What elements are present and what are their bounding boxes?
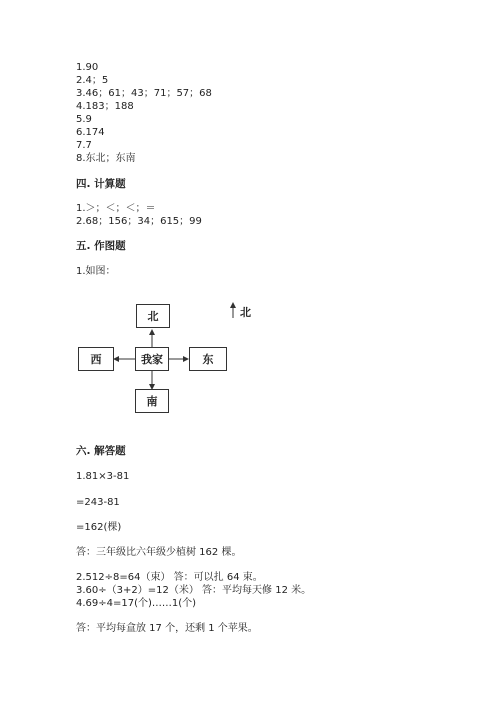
box-west: 西 xyxy=(78,347,114,371)
solve-line-6: 4.69÷4=17(个)……1(个) xyxy=(76,598,197,609)
answer-line-3: 3.46；61；43；71；57；68 xyxy=(76,88,212,99)
answer-line-2: 2.4；5 xyxy=(76,75,109,86)
box-home: 我家 xyxy=(135,347,169,371)
solve-line-5: 3.60÷（3+2）=12（米） 答：平均每天修 12 米。 xyxy=(76,585,312,596)
solve-line-4: 2.512÷8=64（束） 答：可以扎 64 束。 xyxy=(76,572,263,583)
section-title-solve: 六. 解答题 xyxy=(76,445,126,457)
section-title-draw: 五. 作图题 xyxy=(76,240,126,252)
section-title-calc: 四. 计算题 xyxy=(76,178,126,190)
draw-intro: 1.如图： xyxy=(76,266,116,277)
solve-line-1: 1.81×3-81 xyxy=(76,471,130,482)
box-south: 南 xyxy=(135,389,169,413)
box-east: 东 xyxy=(189,347,227,371)
answer-line-1: 1.90 xyxy=(76,62,99,73)
calc-line-2: 2.68；156；34；615；99 xyxy=(76,216,202,227)
compass-north-label: 北 xyxy=(240,306,251,319)
solve-line-3: =162(棵) xyxy=(76,522,122,533)
answer-line-6: 6.174 xyxy=(76,127,105,138)
solve-answer-4: 答：平均每盒放 17 个，还剩 1 个苹果。 xyxy=(76,623,258,634)
box-north: 北 xyxy=(136,304,170,328)
calc-line-1: 1.＞；＜；＜；＝ xyxy=(76,203,156,214)
answer-line-5: 5.9 xyxy=(76,114,92,125)
solve-answer-1: 答：三年级比六年级少植树 162 棵。 xyxy=(76,547,242,558)
answer-line-8: 8.东北；东南 xyxy=(76,153,136,164)
answer-line-7: 7.7 xyxy=(76,140,92,151)
solve-line-2: =243-81 xyxy=(76,497,120,508)
answer-line-4: 4.183；188 xyxy=(76,101,134,112)
